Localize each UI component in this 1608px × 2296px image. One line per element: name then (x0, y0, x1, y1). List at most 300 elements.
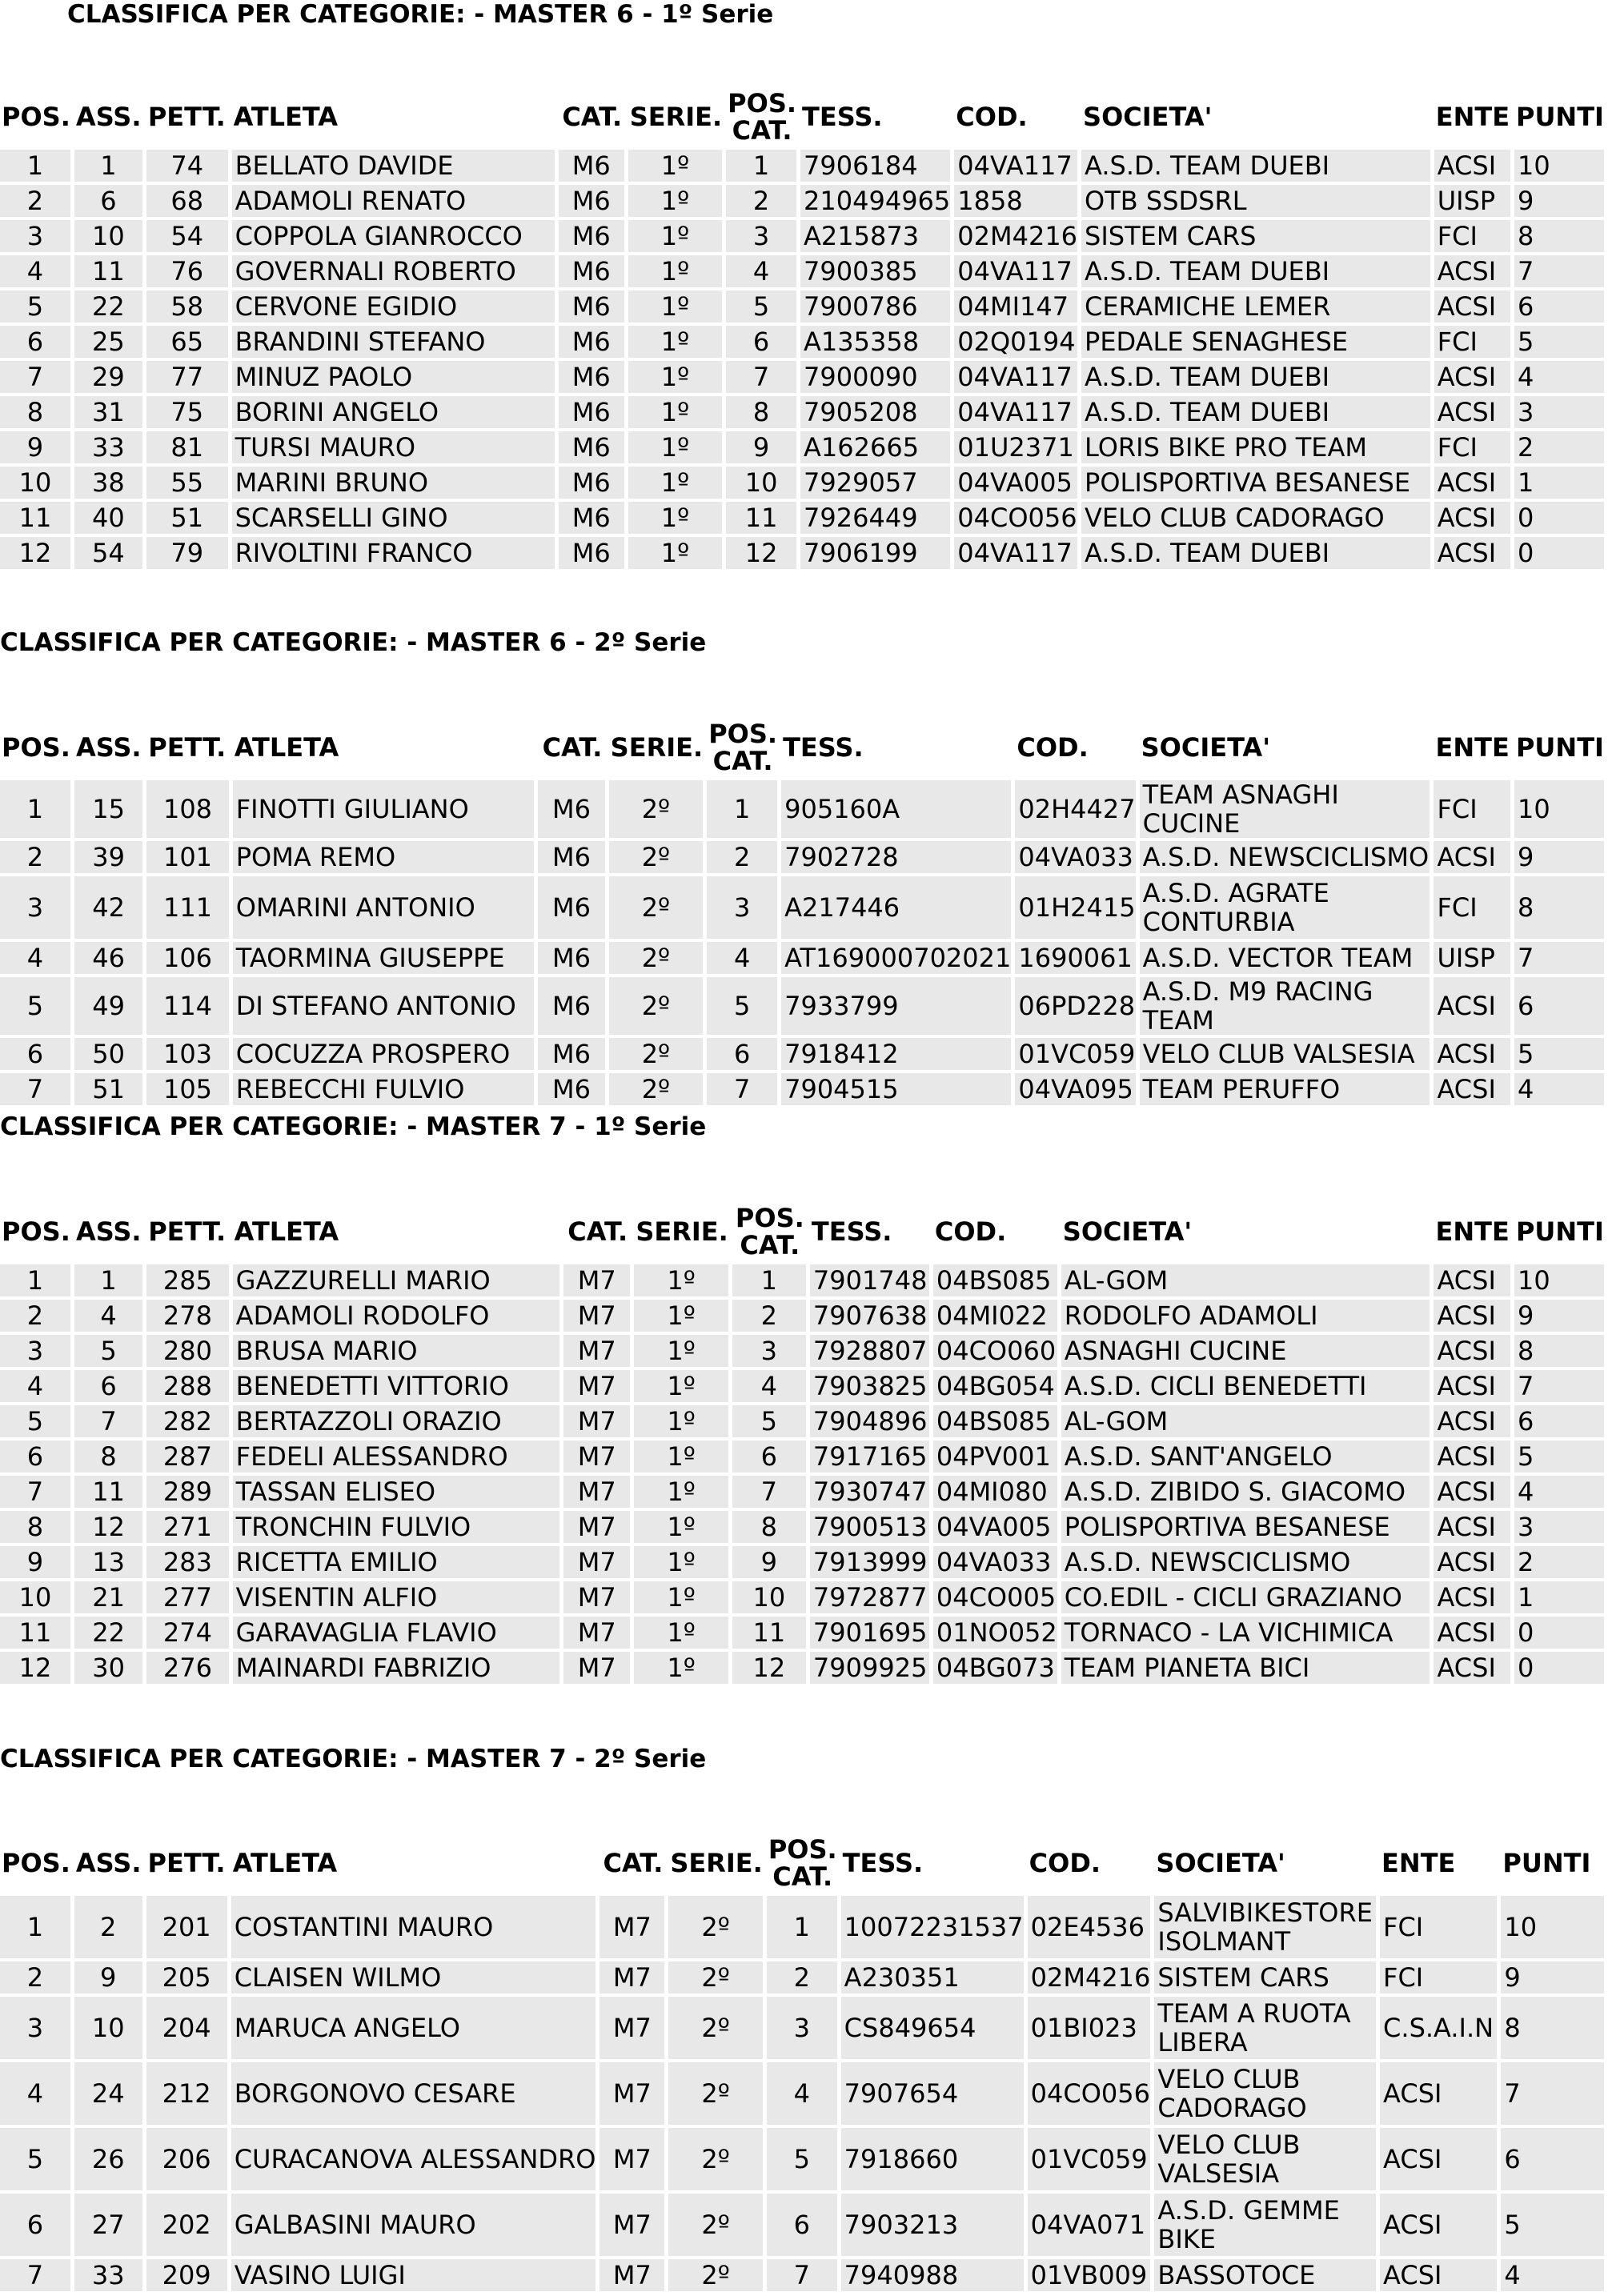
cell-punti: 4 (1514, 1476, 1604, 1511)
cell-ass: 40 (74, 502, 142, 537)
cell-serie: 2º (609, 1073, 703, 1108)
cell-serie: 1º (628, 431, 722, 467)
cell-cod: 01NO052 (933, 1617, 1057, 1652)
cell-serie: 1º (634, 1476, 728, 1511)
cell-pett: 280 (146, 1335, 228, 1370)
cell-pos: 1 (0, 150, 70, 185)
cell-ass: 29 (74, 361, 142, 396)
cell-pos: 5 (0, 1405, 70, 1441)
header-poscat-line1: POS. (708, 719, 778, 749)
cell-poscat: 1 (732, 1264, 806, 1300)
cell-atleta: BRUSA MARIO (233, 1335, 559, 1370)
header-ass: ASS. (75, 732, 142, 763)
header-poscat-line2: CAT. (732, 115, 792, 146)
header-ente: ENTE (1435, 1216, 1510, 1247)
table-row (0, 1441, 1604, 1476)
cell-societa: A.S.D. TEAM DUEBI (1081, 150, 1430, 185)
cell-ente: ACSI (1434, 537, 1510, 572)
cell-cod: 04CO005 (933, 1581, 1057, 1617)
cell-pos: 9 (0, 431, 70, 467)
cell-atleta: RIVOLTINI FRANCO (232, 537, 555, 572)
cell-serie: 1º (634, 1617, 728, 1652)
cell-cod: 04BS085 (933, 1405, 1057, 1441)
cell-ente: ACSI (1434, 1405, 1510, 1441)
cell-cod: 02M4216 (1028, 1961, 1151, 1997)
cell-cat: M6 (559, 396, 624, 431)
cell-tess: 7901695 (810, 1617, 929, 1652)
header-ente: ENTE (1435, 102, 1510, 132)
cell-punti: 2 (1514, 1546, 1604, 1581)
cell-pos: 5 (0, 977, 70, 1038)
cell-pos: 4 (0, 1370, 70, 1405)
cell-pos: 6 (0, 326, 70, 361)
table-row (0, 977, 1604, 1038)
cell-societa: A.S.D. GEMME BIKE (1154, 2194, 1376, 2259)
header-atleta: ATLETA (232, 1848, 338, 1878)
cell-serie: 2º (609, 876, 703, 942)
cell-poscat: 7 (707, 1073, 777, 1108)
cell-ass: 38 (74, 467, 142, 502)
cell-ente: ACSI (1434, 1546, 1510, 1581)
cell-cod: 02H4427 (1015, 780, 1135, 841)
cell-poscat: 7 (726, 361, 796, 396)
header-cat: CAT. (562, 102, 623, 132)
cell-tess: 7902728 (781, 841, 1011, 876)
cell-punti: 5 (1514, 1441, 1604, 1476)
cell-tess: 7918660 (841, 2128, 1024, 2194)
header-cod: COD. (1017, 732, 1089, 763)
table-row (0, 326, 1604, 361)
table-row (0, 1264, 1604, 1300)
cell-poscat: 4 (732, 1370, 806, 1405)
cell-atleta: TURSI MAURO (232, 431, 555, 467)
cell-pos: 7 (0, 2259, 70, 2294)
cell-societa: ASNAGHI CUCINE (1061, 1335, 1430, 1370)
cell-pett: 212 (146, 2062, 227, 2128)
header-pett: PETT. (148, 732, 227, 763)
cell-pett: 278 (146, 1300, 228, 1335)
cell-ass: 2 (74, 1896, 142, 1961)
cell-punti: 5 (1501, 2194, 1604, 2259)
cell-societa: A.S.D. AGRATE CONTURBIA (1140, 876, 1430, 942)
cell-atleta: SCARSELLI GINO (232, 502, 555, 537)
cell-cod: 04VA071 (1028, 2194, 1151, 2259)
cell-cod: 04PV001 (933, 1441, 1057, 1476)
cell-tess: 7904515 (781, 1073, 1011, 1108)
cell-ass: 5 (74, 1335, 142, 1370)
cell-poscat: 5 (732, 1405, 806, 1441)
cell-atleta: ADAMOLI RODOLFO (233, 1300, 559, 1335)
table-row (0, 255, 1604, 291)
cell-ass: 46 (74, 942, 142, 977)
cell-punti: 0 (1514, 1652, 1604, 1687)
cell-societa: TORNACO - LA VICHIMICA (1061, 1617, 1430, 1652)
cell-atleta: OMARINI ANTONIO (233, 876, 535, 942)
cell-serie: 2º (609, 977, 703, 1038)
header-cod: COD. (1029, 1848, 1101, 1878)
cell-cat: M6 (559, 326, 624, 361)
cell-ass: 51 (74, 1073, 142, 1108)
header-atleta: ATLETA (234, 1216, 339, 1247)
header-poscat (726, 84, 796, 150)
cell-atleta: COPPOLA GIANROCCO (232, 220, 555, 255)
header-poscat-line1: POS. (735, 1203, 804, 1233)
cell-poscat: 8 (732, 1511, 806, 1546)
cell-pett: 285 (146, 1264, 228, 1300)
cell-atleta: MARINI BRUNO (232, 467, 555, 502)
cell-ente: ACSI (1434, 1476, 1510, 1511)
table-row (0, 185, 1604, 220)
cell-tess: 7907654 (841, 2062, 1024, 2128)
cell-pett: 55 (146, 467, 228, 502)
cell-tess: 7903213 (841, 2194, 1024, 2259)
table-row (0, 1581, 1604, 1617)
cell-societa: A.S.D. M9 RACING TEAM (1140, 977, 1430, 1038)
cell-pett: 75 (146, 396, 228, 431)
cell-ass: 7 (74, 1405, 142, 1441)
cell-tess: 210494965 (800, 185, 950, 220)
header-ass: ASS. (75, 1848, 142, 1878)
cell-tess: 7913999 (810, 1546, 929, 1581)
cell-pett: 101 (146, 841, 229, 876)
cell-serie: 1º (634, 1264, 728, 1300)
cell-pett: 114 (146, 977, 229, 1038)
cell-ass: 4 (74, 1300, 142, 1335)
cell-pett: 54 (146, 220, 228, 255)
cell-cod: 04VA095 (1015, 1073, 1135, 1108)
cell-pos: 2 (0, 1961, 70, 1997)
cell-punti: 3 (1514, 396, 1604, 431)
cell-punti: 6 (1514, 291, 1604, 326)
header-societa: SOCIETA' (1141, 732, 1270, 763)
cell-poscat: 6 (767, 2194, 837, 2259)
cell-cat: M6 (559, 291, 624, 326)
cell-cat: M7 (563, 1652, 630, 1687)
table-row (0, 1997, 1604, 2062)
cell-poscat: 7 (732, 1476, 806, 1511)
cell-tess: 7930747 (810, 1476, 929, 1511)
cell-cod: 04MI022 (933, 1300, 1057, 1335)
cell-ass: 39 (74, 841, 142, 876)
cell-societa: CERAMICHE LEMER (1081, 291, 1430, 326)
table-row (0, 1511, 1604, 1546)
cell-tess: 7904896 (810, 1405, 929, 1441)
cell-ente: ACSI (1434, 1073, 1510, 1108)
cell-tess: 7906199 (800, 537, 950, 572)
cell-serie: 2º (609, 942, 703, 977)
cell-punti: 9 (1514, 841, 1604, 876)
cell-serie: 1º (634, 1405, 728, 1441)
cell-ente: FCI (1434, 431, 1510, 467)
cell-societa: VELO CLUB CADORAGO (1154, 2062, 1376, 2128)
cell-ente: C.S.A.I.N (1380, 1997, 1497, 2062)
cell-pos: 1 (0, 1896, 70, 1961)
cell-societa: A.S.D. SANT'ANGELO (1061, 1441, 1430, 1476)
cell-tess: A215873 (800, 220, 950, 255)
cell-ass: 31 (74, 396, 142, 431)
header-poscat (767, 1830, 837, 1896)
cell-ente: ACSI (1434, 1581, 1510, 1617)
cell-atleta: MINUZ PAOLO (232, 361, 555, 396)
cell-pett: 65 (146, 326, 228, 361)
cell-poscat: 5 (726, 291, 796, 326)
cell-cod: 04VA117 (954, 255, 1077, 291)
cell-cat: M7 (599, 2259, 664, 2294)
table-row (0, 1300, 1604, 1335)
table-row (0, 1370, 1604, 1405)
cell-pett: 111 (146, 876, 229, 942)
cell-atleta: TRONCHIN FULVIO (233, 1511, 559, 1546)
cell-punti: 9 (1501, 1961, 1604, 1997)
cell-punti: 10 (1514, 780, 1604, 841)
cell-atleta: BENEDETTI VITTORIO (233, 1370, 559, 1405)
cell-cat: M6 (538, 942, 604, 977)
cell-cat: M7 (599, 2194, 664, 2259)
header-cat: CAT. (542, 732, 603, 763)
table-row (0, 220, 1604, 255)
header-ente: ENTE (1381, 1848, 1456, 1878)
cell-serie: 1º (634, 1652, 728, 1687)
cell-ente: FCI (1434, 326, 1510, 361)
results-table-1 (0, 84, 1608, 572)
cell-serie: 2º (609, 780, 703, 841)
cell-tess: 7929057 (800, 467, 950, 502)
cell-punti: 1 (1514, 1581, 1604, 1617)
header-societa: SOCIETA' (1083, 102, 1213, 132)
cell-societa: A.S.D. VECTOR TEAM (1140, 942, 1430, 977)
cell-poscat: 2 (732, 1300, 806, 1335)
cell-atleta: CLAISEN WILMO (231, 1961, 596, 1997)
header-poscat-line2: CAT. (712, 746, 773, 776)
cell-pett: 206 (146, 2128, 227, 2194)
cell-pos: 3 (0, 1335, 70, 1370)
cell-serie: 1º (628, 185, 722, 220)
cell-pett: 79 (146, 537, 228, 572)
cell-poscat: 12 (732, 1652, 806, 1687)
cell-ente: FCI (1434, 220, 1510, 255)
header-serie: SERIE. (610, 732, 704, 763)
table-row (0, 2194, 1604, 2259)
cell-ente: ACSI (1434, 1264, 1510, 1300)
cell-tess: A230351 (841, 1961, 1024, 1997)
cell-punti: 4 (1514, 361, 1604, 396)
cell-ass: 11 (74, 255, 142, 291)
cell-cod: 01H2415 (1015, 876, 1135, 942)
section-1-title: CLASSIFICA PER CATEGORIE: - MASTER 6 - 1º Serie (67, 0, 774, 29)
cell-atleta: BORINI ANGELO (232, 396, 555, 431)
cell-pos: 3 (0, 1997, 70, 2062)
table-row (0, 841, 1604, 876)
cell-serie: 1º (628, 396, 722, 431)
cell-pett: 105 (146, 1073, 229, 1108)
cell-tess: 7900786 (800, 291, 950, 326)
cell-tess: AT169000702021 (781, 942, 1011, 977)
cell-societa: VELO CLUB VALSESIA (1154, 2128, 1376, 2194)
cell-pett: 58 (146, 291, 228, 326)
cell-punti: 8 (1514, 1335, 1604, 1370)
cell-atleta: COSTANTINI MAURO (231, 1896, 596, 1961)
cell-punti: 4 (1514, 1073, 1604, 1108)
cell-cod: 01VC059 (1015, 1038, 1135, 1073)
cell-cod: 04CO056 (954, 502, 1077, 537)
cell-societa: OTB SSDSRL (1081, 185, 1430, 220)
cell-poscat: 3 (707, 876, 777, 942)
table-header-row (0, 715, 1604, 780)
header-cat: CAT. (603, 1848, 664, 1878)
header-ass: ASS. (75, 102, 142, 132)
cell-tess: 7940988 (841, 2259, 1024, 2294)
table-row (0, 396, 1604, 431)
cell-poscat: 11 (726, 502, 796, 537)
cell-pos: 4 (0, 255, 70, 291)
cell-poscat: 3 (726, 220, 796, 255)
cell-serie: 1º (634, 1546, 728, 1581)
cell-pos: 6 (0, 1038, 70, 1073)
cell-cat: M6 (559, 185, 624, 220)
cell-pos: 2 (0, 185, 70, 220)
cell-societa: BASSOTOCE (1154, 2259, 1376, 2294)
cell-pett: 283 (146, 1546, 228, 1581)
cell-pos: 7 (0, 1073, 70, 1108)
cell-atleta: BERTAZZOLI ORAZIO (233, 1405, 559, 1441)
cell-pos: 5 (0, 291, 70, 326)
cell-ass: 8 (74, 1441, 142, 1476)
table-row (0, 1335, 1604, 1370)
cell-societa: A.S.D. TEAM DUEBI (1081, 255, 1430, 291)
header-punti: PUNTI (1502, 1848, 1591, 1878)
cell-atleta: GARAVAGLIA FLAVIO (233, 1617, 559, 1652)
cell-pett: 202 (146, 2194, 227, 2259)
cell-ente: ACSI (1434, 1441, 1510, 1476)
cell-serie: 1º (628, 361, 722, 396)
cell-atleta: GALBASINI MAURO (231, 2194, 596, 2259)
table-header-row (0, 1199, 1604, 1264)
header-tess: TESS. (811, 1216, 892, 1247)
cell-ass: 49 (74, 977, 142, 1038)
cell-cat: M6 (559, 255, 624, 291)
cell-ass: 1 (74, 1264, 142, 1300)
header-tess: TESS. (842, 1848, 924, 1878)
cell-tess: A162665 (800, 431, 950, 467)
cell-cat: M7 (599, 1961, 664, 1997)
cell-poscat: 9 (732, 1546, 806, 1581)
cell-cat: M6 (559, 361, 624, 396)
cell-cod: 06PD228 (1015, 977, 1135, 1038)
cell-pett: 81 (146, 431, 228, 467)
cell-cod: 04CO060 (933, 1335, 1057, 1370)
cell-cat: M6 (559, 220, 624, 255)
cell-atleta: RICETTA EMILIO (233, 1546, 559, 1581)
cell-tess: A217446 (781, 876, 1011, 942)
cell-pos: 3 (0, 876, 70, 942)
cell-pett: 106 (146, 942, 229, 977)
cell-cod: 04VA033 (1015, 841, 1135, 876)
table-row (0, 1617, 1604, 1652)
cell-punti: 4 (1501, 2259, 1604, 2294)
cell-cat: M7 (563, 1405, 630, 1441)
cell-poscat: 3 (767, 1997, 837, 2062)
cell-societa: AL-GOM (1061, 1264, 1430, 1300)
cell-serie: 1º (628, 502, 722, 537)
cell-ente: FCI (1434, 780, 1510, 841)
cell-poscat: 9 (726, 431, 796, 467)
cell-pett: 282 (146, 1405, 228, 1441)
cell-poscat: 3 (732, 1335, 806, 1370)
cell-societa: POLISPORTIVA BESANESE (1081, 467, 1430, 502)
cell-cat: M7 (563, 1476, 630, 1511)
cell-punti: 6 (1514, 977, 1604, 1038)
cell-cod: 04VA117 (954, 396, 1077, 431)
cell-cat: M7 (563, 1335, 630, 1370)
header-punti: PUNTI (1515, 732, 1604, 763)
cell-poscat: 1 (767, 1896, 837, 1961)
cell-punti: 7 (1514, 255, 1604, 291)
cell-atleta: ADAMOLI RENATO (232, 185, 555, 220)
cell-punti: 7 (1514, 942, 1604, 977)
cell-pos: 2 (0, 841, 70, 876)
cell-tess: 7900090 (800, 361, 950, 396)
cell-punti: 9 (1514, 185, 1604, 220)
cell-atleta: DI STEFANO ANTONIO (233, 977, 535, 1038)
cell-cat: M6 (538, 1073, 604, 1108)
cell-ass: 42 (74, 876, 142, 942)
cell-ass: 13 (74, 1546, 142, 1581)
cell-pos: 4 (0, 942, 70, 977)
cell-pett: 205 (146, 1961, 227, 1997)
table-row (0, 291, 1604, 326)
cell-cod: 01BI023 (1028, 1997, 1151, 2062)
cell-societa: SALVIBIKESTORE ISOLMANT (1154, 1896, 1376, 1961)
header-poscat-line1: POS. (768, 1834, 837, 1865)
cell-cod: 02M4216 (954, 220, 1077, 255)
cell-ente: UISP (1434, 185, 1510, 220)
cell-cod: 1858 (954, 185, 1077, 220)
cell-cod: 04VA117 (954, 361, 1077, 396)
cell-poscat: 4 (707, 942, 777, 977)
results-table-3 (0, 1199, 1608, 1687)
cell-serie: 2º (668, 2259, 762, 2294)
table-row (0, 1896, 1604, 1961)
cell-punti: 5 (1514, 1038, 1604, 1073)
cell-ass: 54 (74, 537, 142, 572)
cell-pos: 1 (0, 1264, 70, 1300)
cell-punti: 2 (1514, 431, 1604, 467)
cell-cod: 04BG054 (933, 1370, 1057, 1405)
table-row (0, 2259, 1604, 2294)
cell-poscat: 10 (732, 1581, 806, 1617)
cell-tess: CS849654 (841, 1997, 1024, 2062)
header-poscat-line2: CAT. (772, 1861, 833, 1892)
cell-ente: ACSI (1434, 291, 1510, 326)
cell-serie: 1º (634, 1300, 728, 1335)
cell-serie: 1º (634, 1441, 728, 1476)
cell-punti: 8 (1501, 1997, 1604, 2062)
cell-ass: 10 (74, 220, 142, 255)
cell-serie: 1º (634, 1511, 728, 1546)
cell-pos: 6 (0, 1441, 70, 1476)
cell-ente: FCI (1380, 1896, 1497, 1961)
cell-cod: 1690061 (1015, 942, 1135, 977)
cell-ass: 33 (74, 431, 142, 467)
cell-punti: 10 (1501, 1896, 1604, 1961)
cell-atleta: FINOTTI GIULIANO (233, 780, 535, 841)
cell-atleta: POMA REMO (233, 841, 535, 876)
cell-cod: 01U2371 (954, 431, 1077, 467)
table-row (0, 1546, 1604, 1581)
cell-atleta: CERVONE EGIDIO (232, 291, 555, 326)
cell-pos: 3 (0, 220, 70, 255)
cell-pett: 201 (146, 1896, 227, 1961)
